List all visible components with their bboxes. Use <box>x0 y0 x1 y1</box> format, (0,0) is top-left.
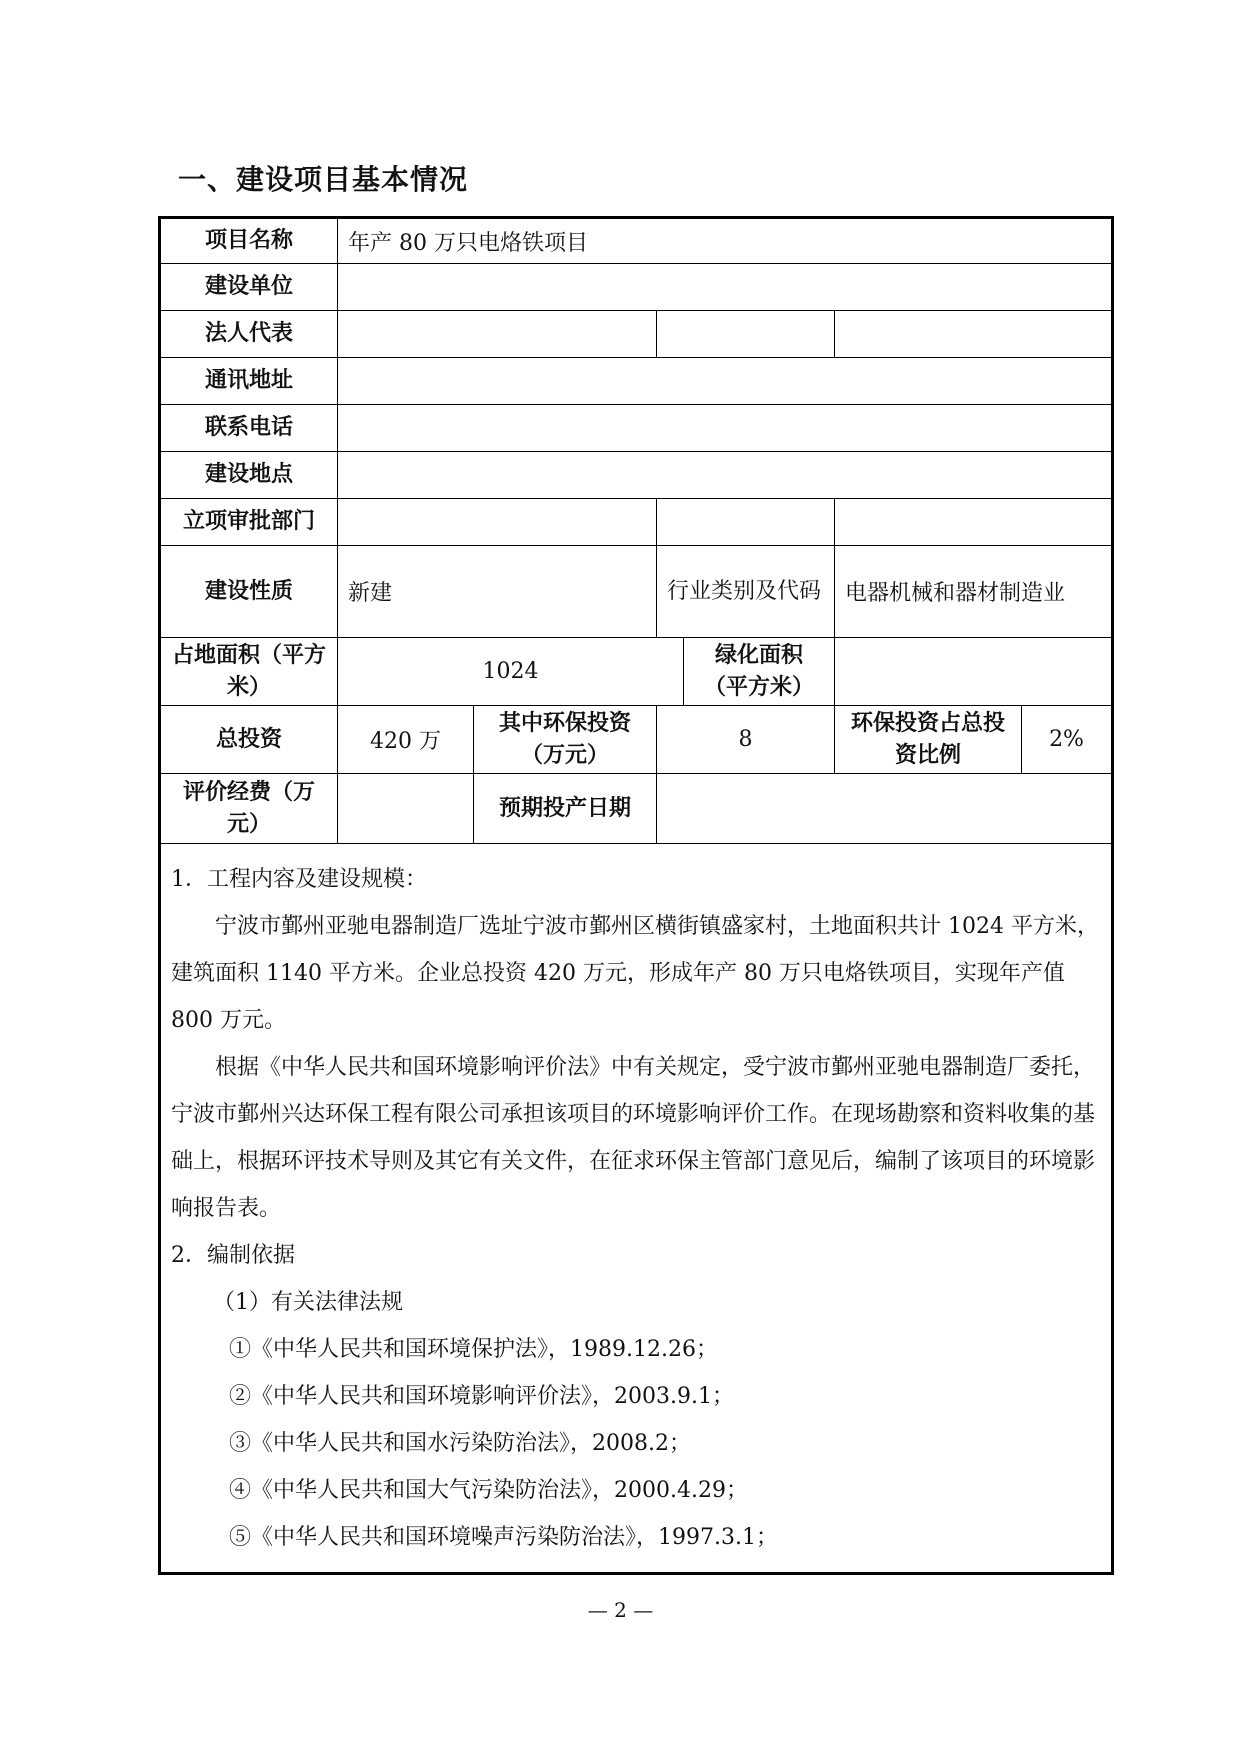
law-item: ①《中华人民共和国环境保护法》，1989.12.26； <box>229 1336 718 1362</box>
eval-fee-value <box>338 774 474 844</box>
project-name-value: 年产 80 万只电烙铁项目 <box>338 218 1113 264</box>
prod-date-value <box>657 774 1113 844</box>
law-item: ②《中华人民共和国环境影响评价法》，2003.9.1； <box>229 1383 734 1409</box>
address-label: 通讯地址 <box>160 358 338 405</box>
env-invest-value: 8 <box>657 706 835 774</box>
section-title: 一、建设项目基本情况 <box>178 163 469 196</box>
green-label: 绿化面积（平方米） <box>684 638 835 706</box>
heading-1: 1．工程内容及建设规模： <box>171 866 427 892</box>
legal-rep-value <box>338 311 657 358</box>
paragraph-2: 根据《中华人民共和国环境影响评价法》中有关规定，受宁波市鄞州亚驰电器制造厂委托，宁波市鄞州兴达环保工程有限公司承担该项目的环境影响评价工作。在现场勘察和资料收集的基础上，根据环评技术导则及其它有关文件，在征求环保主管部门意见后，编制了该项目的环境影响报告表。 <box>171 1054 1096 1221</box>
env-invest-label: 其中环保投资（万元） <box>474 706 657 774</box>
legal-rep-label: 法人代表 <box>160 311 338 358</box>
invest-value: 420 万 <box>338 706 474 774</box>
eval-fee-label: 评价经费（万元） <box>160 774 338 844</box>
site-value <box>338 452 1113 499</box>
heading-2: 2．编制依据 <box>171 1242 295 1268</box>
invest-label: 总投资 <box>160 706 338 774</box>
industry-label: 行业类别及代码 <box>657 546 835 638</box>
nature-label: 建设性质 <box>160 546 338 638</box>
phone-value <box>338 405 1113 452</box>
project-info-table <box>158 216 1114 1575</box>
area-label: 占地面积（平方米） <box>160 638 338 706</box>
law-item: ③《中华人民共和国水污染防治法》，2008.2； <box>229 1430 691 1456</box>
green-value <box>835 638 1113 706</box>
page-number: — 2 — <box>587 1598 654 1622</box>
ratio-value: 2% <box>1022 706 1113 774</box>
legal-rep-extra-1 <box>657 311 835 358</box>
phone-label: 联系电话 <box>160 405 338 452</box>
address-value <box>338 358 1113 405</box>
paragraph-1: 宁波市鄞州亚驰电器制造厂选址宁波市鄞州区横街镇盛家村，土地面积共计 1024 平方米，建筑面积 1140 平方米。企业总投资 420 万元，形成年产 80 万只电烙铁项目，实现年产值 800 万元。 <box>171 913 1099 1033</box>
approval-extra-2 <box>835 499 1113 546</box>
industry-value: 电器机械和器材制造业 <box>835 546 1113 638</box>
approval-extra-1 <box>657 499 835 546</box>
project-name-label: 项目名称 <box>160 218 338 264</box>
site-label: 建设地点 <box>160 452 338 499</box>
legal-rep-extra-2 <box>835 311 1113 358</box>
area-value: 1024 <box>338 638 684 706</box>
approval-value <box>338 499 657 546</box>
law-item: ⑤《中华人民共和国环境噪声污染防治法》，1997.3.1； <box>229 1524 778 1550</box>
prod-date-label: 预期投产日期 <box>474 774 657 844</box>
builder-label: 建设单位 <box>160 264 338 311</box>
approval-label: 立项审批部门 <box>160 499 338 546</box>
subheading-1: （1）有关法律法规 <box>213 1289 403 1315</box>
nature-value: 新建 <box>338 546 657 638</box>
builder-value <box>338 264 1113 311</box>
ratio-label: 环保投资占总投资比例 <box>835 706 1022 774</box>
project-content <box>160 844 1113 1574</box>
law-item: ④《中华人民共和国大气污染防治法》，2000.4.29； <box>229 1477 748 1503</box>
